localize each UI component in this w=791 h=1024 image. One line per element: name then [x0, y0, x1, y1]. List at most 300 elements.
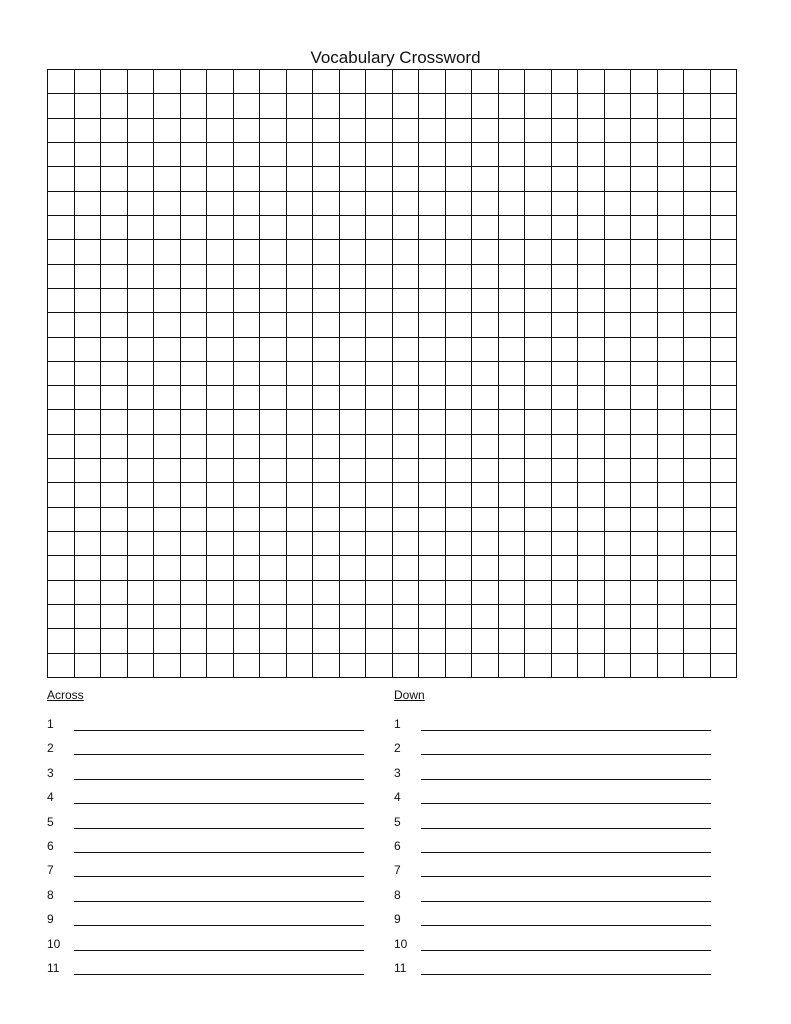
grid-cell[interactable] [366, 508, 393, 532]
grid-cell[interactable] [578, 265, 605, 289]
grid-cell[interactable] [631, 167, 658, 191]
grid-cell[interactable] [287, 629, 314, 653]
grid-cell[interactable] [684, 240, 711, 264]
grid-cell[interactable] [48, 410, 75, 434]
grid-cell[interactable] [499, 435, 526, 459]
grid-cell[interactable] [48, 483, 75, 507]
grid-cell[interactable] [711, 508, 738, 532]
grid-cell[interactable] [260, 605, 287, 629]
grid-cell[interactable] [711, 192, 738, 216]
grid-cell[interactable] [631, 556, 658, 580]
grid-cell[interactable] [101, 216, 128, 240]
grid-cell[interactable] [578, 143, 605, 167]
grid-cell[interactable] [340, 605, 367, 629]
grid-cell[interactable] [684, 410, 711, 434]
grid-cell[interactable] [101, 605, 128, 629]
grid-cell[interactable] [101, 459, 128, 483]
grid-cell[interactable] [207, 386, 234, 410]
grid-cell[interactable] [446, 605, 473, 629]
answer-line[interactable] [421, 803, 711, 804]
grid-cell[interactable] [605, 94, 632, 118]
grid-cell[interactable] [393, 143, 420, 167]
grid-cell[interactable] [393, 119, 420, 143]
grid-cell[interactable] [181, 143, 208, 167]
grid-cell[interactable] [393, 605, 420, 629]
grid-cell[interactable] [75, 94, 102, 118]
grid-cell[interactable] [684, 143, 711, 167]
grid-cell[interactable] [525, 605, 552, 629]
grid-cell[interactable] [340, 265, 367, 289]
grid-cell[interactable] [658, 119, 685, 143]
grid-cell[interactable] [154, 289, 181, 313]
grid-cell[interactable] [711, 556, 738, 580]
grid-cell[interactable] [128, 435, 155, 459]
answer-line[interactable] [74, 779, 364, 780]
grid-cell[interactable] [499, 289, 526, 313]
grid-cell[interactable] [101, 240, 128, 264]
grid-cell[interactable] [340, 629, 367, 653]
grid-cell[interactable] [101, 629, 128, 653]
grid-cell[interactable] [472, 313, 499, 337]
grid-cell[interactable] [419, 629, 446, 653]
answer-line[interactable] [74, 828, 364, 829]
grid-cell[interactable] [525, 192, 552, 216]
grid-cell[interactable] [101, 483, 128, 507]
grid-cell[interactable] [287, 289, 314, 313]
grid-cell[interactable] [366, 167, 393, 191]
grid-cell[interactable] [260, 216, 287, 240]
grid-cell[interactable] [154, 629, 181, 653]
grid-cell[interactable] [260, 313, 287, 337]
grid-cell[interactable] [128, 508, 155, 532]
grid-cell[interactable] [181, 94, 208, 118]
grid-cell[interactable] [446, 435, 473, 459]
grid-cell[interactable] [313, 265, 340, 289]
grid-cell[interactable] [154, 70, 181, 94]
grid-cell[interactable] [340, 338, 367, 362]
grid-cell[interactable] [393, 313, 420, 337]
grid-cell[interactable] [525, 362, 552, 386]
grid-cell[interactable] [313, 532, 340, 556]
grid-cell[interactable] [234, 240, 261, 264]
grid-cell[interactable] [234, 167, 261, 191]
grid-cell[interactable] [207, 338, 234, 362]
grid-cell[interactable] [260, 532, 287, 556]
grid-cell[interactable] [366, 362, 393, 386]
answer-line[interactable] [421, 950, 711, 951]
grid-cell[interactable] [260, 410, 287, 434]
grid-cell[interactable] [181, 629, 208, 653]
grid-cell[interactable] [419, 216, 446, 240]
grid-cell[interactable] [684, 289, 711, 313]
grid-cell[interactable] [207, 508, 234, 532]
grid-cell[interactable] [499, 483, 526, 507]
grid-cell[interactable] [393, 581, 420, 605]
grid-cell[interactable] [313, 313, 340, 337]
grid-cell[interactable] [128, 483, 155, 507]
grid-cell[interactable] [393, 70, 420, 94]
grid-cell[interactable] [340, 386, 367, 410]
grid-cell[interactable] [234, 70, 261, 94]
grid-cell[interactable] [340, 240, 367, 264]
grid-cell[interactable] [393, 508, 420, 532]
grid-cell[interactable] [287, 605, 314, 629]
grid-cell[interactable] [181, 313, 208, 337]
grid-cell[interactable] [181, 338, 208, 362]
grid-cell[interactable] [207, 289, 234, 313]
grid-cell[interactable] [419, 313, 446, 337]
grid-cell[interactable] [128, 70, 155, 94]
grid-cell[interactable] [287, 581, 314, 605]
grid-cell[interactable] [446, 532, 473, 556]
grid-cell[interactable] [419, 94, 446, 118]
answer-line[interactable] [74, 950, 364, 951]
grid-cell[interactable] [552, 289, 579, 313]
grid-cell[interactable] [313, 167, 340, 191]
grid-cell[interactable] [260, 581, 287, 605]
grid-cell[interactable] [287, 167, 314, 191]
grid-cell[interactable] [446, 167, 473, 191]
grid-cell[interactable] [631, 119, 658, 143]
grid-cell[interactable] [101, 338, 128, 362]
grid-cell[interactable] [578, 70, 605, 94]
grid-cell[interactable] [499, 94, 526, 118]
grid-cell[interactable] [128, 410, 155, 434]
grid-cell[interactable] [631, 362, 658, 386]
grid-cell[interactable] [128, 362, 155, 386]
grid-cell[interactable] [605, 581, 632, 605]
grid-cell[interactable] [419, 265, 446, 289]
answer-line[interactable] [74, 901, 364, 902]
grid-cell[interactable] [711, 410, 738, 434]
grid-cell[interactable] [605, 192, 632, 216]
grid-cell[interactable] [446, 338, 473, 362]
grid-cell[interactable] [207, 94, 234, 118]
grid-cell[interactable] [658, 605, 685, 629]
grid-cell[interactable] [605, 338, 632, 362]
grid-cell[interactable] [101, 654, 128, 678]
grid-cell[interactable] [313, 508, 340, 532]
grid-cell[interactable] [75, 313, 102, 337]
grid-cell[interactable] [419, 654, 446, 678]
grid-cell[interactable] [711, 581, 738, 605]
grid-cell[interactable] [75, 240, 102, 264]
grid-cell[interactable] [234, 654, 261, 678]
answer-line[interactable] [74, 852, 364, 853]
grid-cell[interactable] [499, 70, 526, 94]
grid-cell[interactable] [313, 459, 340, 483]
grid-cell[interactable] [154, 94, 181, 118]
grid-cell[interactable] [711, 532, 738, 556]
grid-cell[interactable] [419, 581, 446, 605]
grid-cell[interactable] [446, 581, 473, 605]
grid-cell[interactable] [499, 410, 526, 434]
grid-cell[interactable] [340, 532, 367, 556]
grid-cell[interactable] [181, 410, 208, 434]
grid-cell[interactable] [366, 386, 393, 410]
grid-cell[interactable] [711, 629, 738, 653]
grid-cell[interactable] [578, 654, 605, 678]
grid-cell[interactable] [154, 362, 181, 386]
answer-line[interactable] [421, 828, 711, 829]
grid-cell[interactable] [366, 629, 393, 653]
grid-cell[interactable] [75, 654, 102, 678]
grid-cell[interactable] [499, 265, 526, 289]
grid-cell[interactable] [154, 119, 181, 143]
grid-cell[interactable] [313, 410, 340, 434]
grid-cell[interactable] [207, 654, 234, 678]
grid-cell[interactable] [631, 532, 658, 556]
grid-cell[interactable] [472, 192, 499, 216]
grid-cell[interactable] [578, 289, 605, 313]
grid-cell[interactable] [154, 459, 181, 483]
grid-cell[interactable] [684, 605, 711, 629]
answer-line[interactable] [74, 754, 364, 755]
grid-cell[interactable] [446, 143, 473, 167]
grid-cell[interactable] [313, 581, 340, 605]
answer-line[interactable] [74, 925, 364, 926]
grid-cell[interactable] [234, 289, 261, 313]
grid-cell[interactable] [684, 119, 711, 143]
grid-cell[interactable] [711, 605, 738, 629]
grid-cell[interactable] [234, 216, 261, 240]
grid-cell[interactable] [48, 556, 75, 580]
grid-cell[interactable] [658, 459, 685, 483]
grid-cell[interactable] [684, 435, 711, 459]
grid-cell[interactable] [658, 167, 685, 191]
grid-cell[interactable] [154, 143, 181, 167]
grid-cell[interactable] [340, 119, 367, 143]
grid-cell[interactable] [234, 508, 261, 532]
grid-cell[interactable] [313, 216, 340, 240]
grid-cell[interactable] [658, 338, 685, 362]
grid-cell[interactable] [658, 556, 685, 580]
grid-cell[interactable] [631, 240, 658, 264]
grid-cell[interactable] [287, 94, 314, 118]
grid-cell[interactable] [472, 654, 499, 678]
grid-cell[interactable] [605, 605, 632, 629]
grid-cell[interactable] [446, 265, 473, 289]
grid-cell[interactable] [234, 265, 261, 289]
grid-cell[interactable] [525, 629, 552, 653]
grid-cell[interactable] [605, 629, 632, 653]
grid-cell[interactable] [48, 362, 75, 386]
grid-cell[interactable] [578, 119, 605, 143]
grid-cell[interactable] [419, 119, 446, 143]
grid-cell[interactable] [260, 338, 287, 362]
grid-cell[interactable] [260, 483, 287, 507]
grid-cell[interactable] [711, 265, 738, 289]
grid-cell[interactable] [631, 313, 658, 337]
grid-cell[interactable] [419, 143, 446, 167]
grid-cell[interactable] [366, 94, 393, 118]
grid-cell[interactable] [525, 265, 552, 289]
grid-cell[interactable] [128, 240, 155, 264]
grid-cell[interactable] [578, 94, 605, 118]
grid-cell[interactable] [711, 338, 738, 362]
grid-cell[interactable] [207, 167, 234, 191]
grid-cell[interactable] [446, 313, 473, 337]
grid-cell[interactable] [684, 265, 711, 289]
grid-cell[interactable] [578, 435, 605, 459]
grid-cell[interactable] [605, 119, 632, 143]
grid-cell[interactable] [711, 362, 738, 386]
grid-cell[interactable] [234, 386, 261, 410]
grid-cell[interactable] [658, 313, 685, 337]
grid-cell[interactable] [552, 338, 579, 362]
grid-cell[interactable] [578, 532, 605, 556]
grid-cell[interactable] [552, 362, 579, 386]
grid-cell[interactable] [605, 556, 632, 580]
grid-cell[interactable] [260, 70, 287, 94]
grid-cell[interactable] [207, 119, 234, 143]
grid-cell[interactable] [75, 192, 102, 216]
grid-cell[interactable] [658, 532, 685, 556]
grid-cell[interactable] [75, 629, 102, 653]
grid-cell[interactable] [472, 605, 499, 629]
grid-cell[interactable] [366, 119, 393, 143]
grid-cell[interactable] [154, 581, 181, 605]
grid-cell[interactable] [75, 338, 102, 362]
grid-cell[interactable] [446, 192, 473, 216]
grid-cell[interactable] [340, 143, 367, 167]
grid-cell[interactable] [472, 581, 499, 605]
grid-cell[interactable] [631, 654, 658, 678]
grid-cell[interactable] [393, 216, 420, 240]
answer-line[interactable] [421, 925, 711, 926]
grid-cell[interactable] [287, 338, 314, 362]
grid-cell[interactable] [605, 143, 632, 167]
grid-cell[interactable] [154, 265, 181, 289]
grid-cell[interactable] [472, 119, 499, 143]
grid-cell[interactable] [287, 119, 314, 143]
grid-cell[interactable] [499, 654, 526, 678]
grid-cell[interactable] [48, 240, 75, 264]
grid-cell[interactable] [287, 508, 314, 532]
grid-cell[interactable] [181, 216, 208, 240]
grid-cell[interactable] [472, 216, 499, 240]
grid-cell[interactable] [234, 192, 261, 216]
grid-cell[interactable] [472, 94, 499, 118]
grid-cell[interactable] [499, 167, 526, 191]
grid-cell[interactable] [260, 629, 287, 653]
grid-cell[interactable] [419, 338, 446, 362]
grid-cell[interactable] [366, 70, 393, 94]
grid-cell[interactable] [128, 265, 155, 289]
grid-cell[interactable] [101, 410, 128, 434]
grid-cell[interactable] [234, 94, 261, 118]
grid-cell[interactable] [631, 629, 658, 653]
grid-cell[interactable] [684, 362, 711, 386]
grid-cell[interactable] [446, 459, 473, 483]
grid-cell[interactable] [605, 508, 632, 532]
grid-cell[interactable] [101, 362, 128, 386]
grid-cell[interactable] [154, 508, 181, 532]
grid-cell[interactable] [207, 265, 234, 289]
grid-cell[interactable] [287, 654, 314, 678]
grid-cell[interactable] [75, 265, 102, 289]
grid-cell[interactable] [260, 362, 287, 386]
grid-cell[interactable] [472, 459, 499, 483]
grid-cell[interactable] [446, 629, 473, 653]
grid-cell[interactable] [393, 629, 420, 653]
grid-cell[interactable] [393, 192, 420, 216]
grid-cell[interactable] [48, 338, 75, 362]
grid-cell[interactable] [340, 410, 367, 434]
grid-cell[interactable] [260, 459, 287, 483]
grid-cell[interactable] [75, 508, 102, 532]
grid-cell[interactable] [419, 167, 446, 191]
grid-cell[interactable] [48, 143, 75, 167]
grid-cell[interactable] [313, 483, 340, 507]
grid-cell[interactable] [499, 605, 526, 629]
grid-cell[interactable] [366, 265, 393, 289]
grid-cell[interactable] [658, 216, 685, 240]
grid-cell[interactable] [101, 313, 128, 337]
grid-cell[interactable] [605, 654, 632, 678]
grid-cell[interactable] [658, 143, 685, 167]
grid-cell[interactable] [75, 143, 102, 167]
grid-cell[interactable] [313, 362, 340, 386]
grid-cell[interactable] [313, 192, 340, 216]
grid-cell[interactable] [181, 192, 208, 216]
grid-cell[interactable] [711, 240, 738, 264]
grid-cell[interactable] [684, 629, 711, 653]
grid-cell[interactable] [419, 240, 446, 264]
grid-cell[interactable] [287, 386, 314, 410]
grid-cell[interactable] [181, 435, 208, 459]
grid-cell[interactable] [207, 581, 234, 605]
grid-cell[interactable] [578, 410, 605, 434]
grid-cell[interactable] [181, 508, 208, 532]
grid-cell[interactable] [552, 654, 579, 678]
grid-cell[interactable] [75, 556, 102, 580]
grid-cell[interactable] [260, 192, 287, 216]
grid-cell[interactable] [48, 581, 75, 605]
grid-cell[interactable] [48, 654, 75, 678]
grid-cell[interactable] [684, 386, 711, 410]
grid-cell[interactable] [578, 605, 605, 629]
grid-cell[interactable] [313, 240, 340, 264]
grid-cell[interactable] [128, 167, 155, 191]
grid-cell[interactable] [313, 386, 340, 410]
grid-cell[interactable] [366, 581, 393, 605]
grid-cell[interactable] [260, 119, 287, 143]
grid-cell[interactable] [605, 289, 632, 313]
grid-cell[interactable] [207, 192, 234, 216]
grid-cell[interactable] [552, 629, 579, 653]
grid-cell[interactable] [366, 143, 393, 167]
grid-cell[interactable] [234, 581, 261, 605]
grid-cell[interactable] [658, 192, 685, 216]
grid-cell[interactable] [631, 289, 658, 313]
grid-cell[interactable] [552, 240, 579, 264]
grid-cell[interactable] [525, 556, 552, 580]
grid-cell[interactable] [75, 216, 102, 240]
grid-cell[interactable] [313, 94, 340, 118]
grid-cell[interactable] [525, 508, 552, 532]
grid-cell[interactable] [552, 483, 579, 507]
grid-cell[interactable] [154, 338, 181, 362]
grid-cell[interactable] [340, 556, 367, 580]
grid-cell[interactable] [75, 581, 102, 605]
grid-cell[interactable] [101, 435, 128, 459]
grid-cell[interactable] [446, 94, 473, 118]
grid-cell[interactable] [658, 435, 685, 459]
grid-cell[interactable] [48, 459, 75, 483]
grid-cell[interactable] [287, 70, 314, 94]
grid-cell[interactable] [578, 459, 605, 483]
